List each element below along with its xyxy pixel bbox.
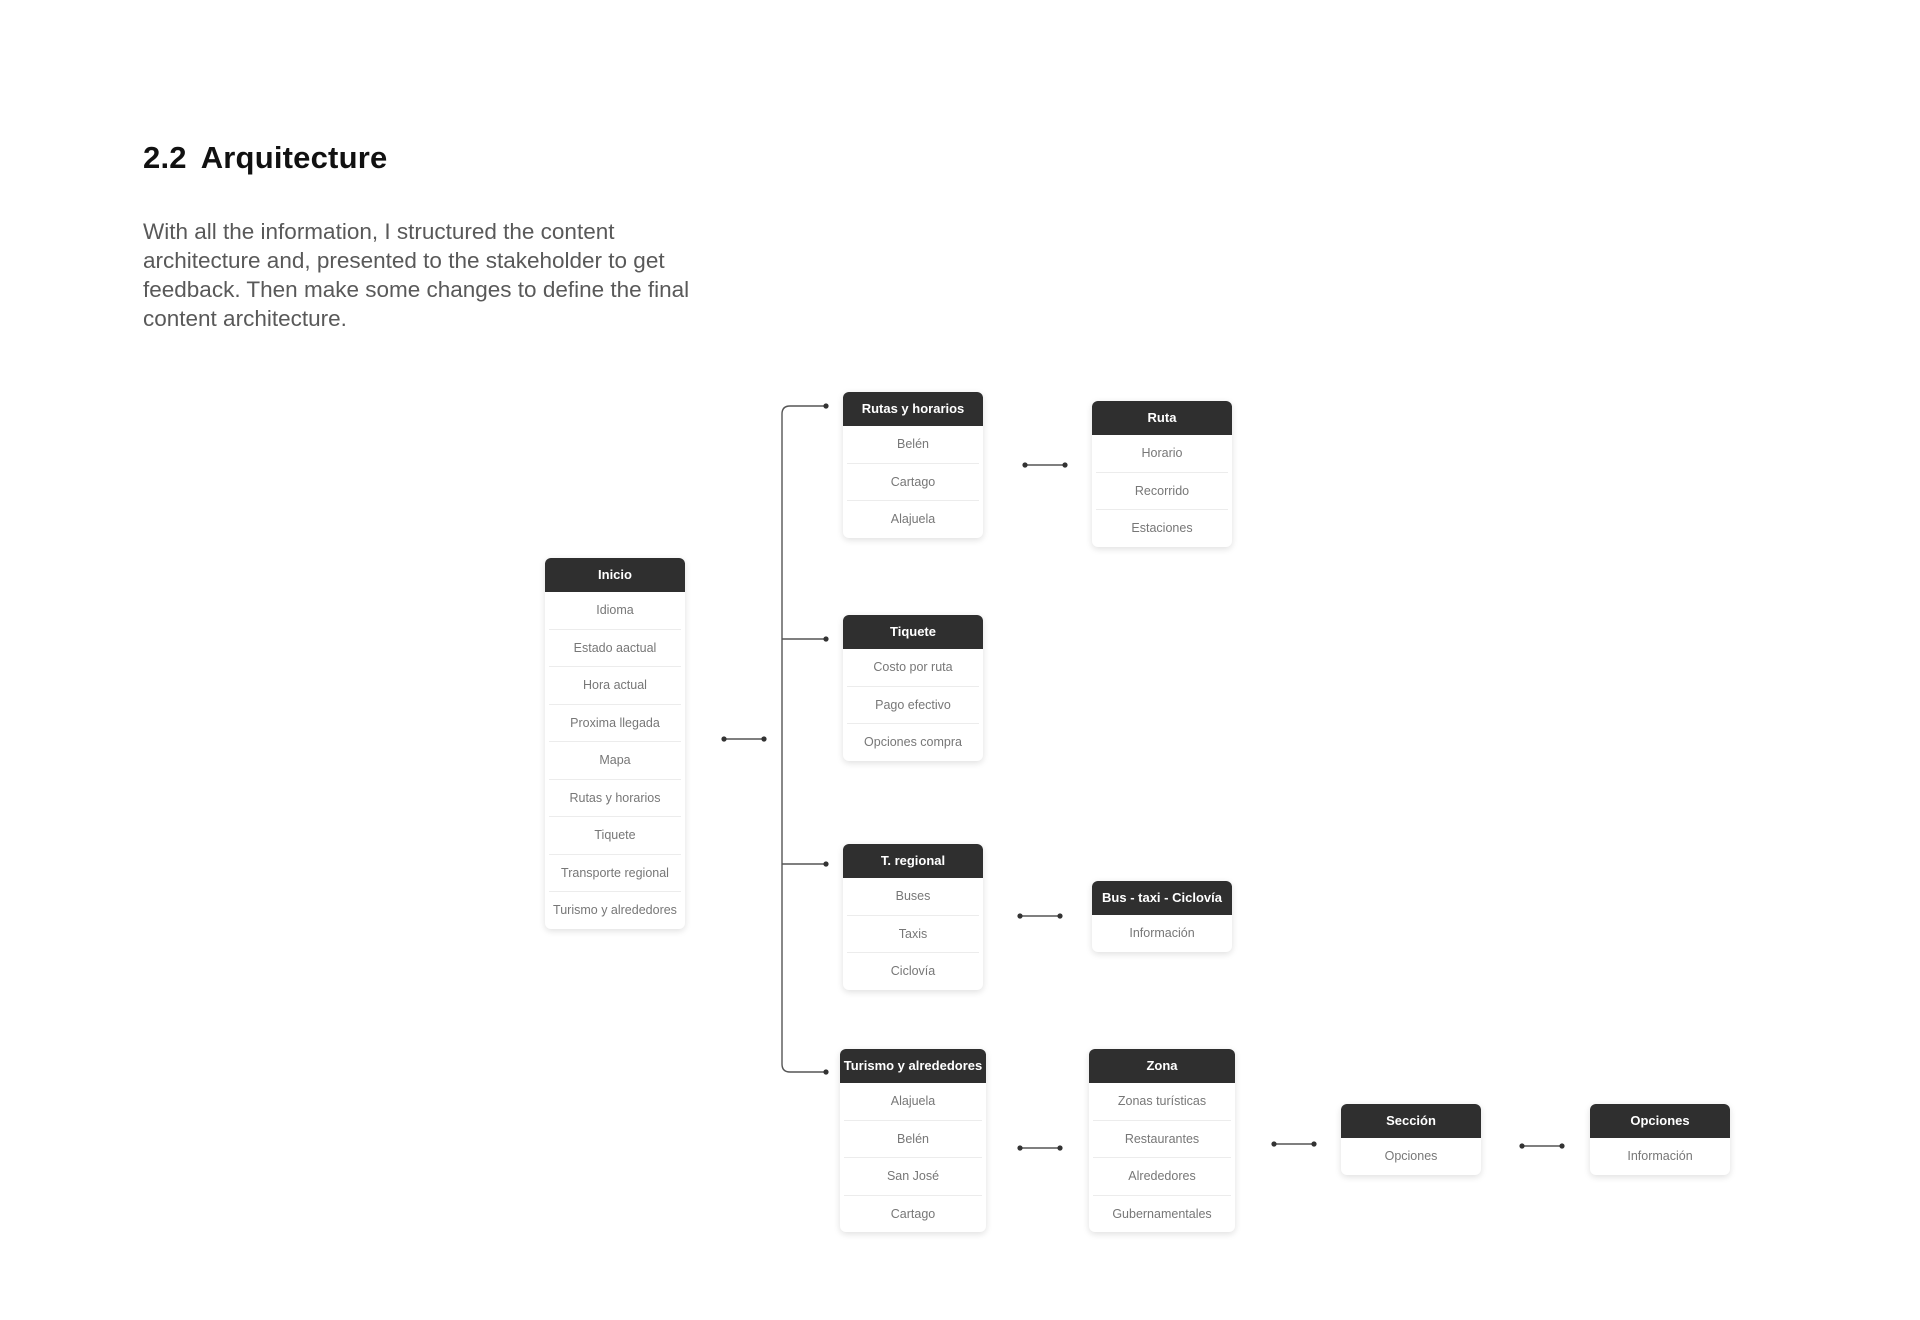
card-bus-taxi-ciclovia [1092, 881, 1232, 952]
card-item: Gubernamentales [1112, 1206, 1212, 1221]
card-title: Rutas y horarios [843, 392, 983, 426]
card-t-regional [843, 844, 983, 990]
card-item: Transporte regional [549, 855, 681, 893]
card-item: Turismo y alrededores [553, 903, 677, 917]
connector-dot [1057, 913, 1062, 918]
card-inicio [545, 558, 685, 929]
card-title: Zona [1089, 1049, 1235, 1083]
card-items [545, 592, 685, 929]
card-items [1092, 915, 1232, 952]
connector-dot [823, 403, 828, 408]
card-title: Opciones [1590, 1104, 1730, 1138]
card-items [843, 426, 983, 538]
card-item: Estaciones [1131, 521, 1193, 535]
connector-dot [1062, 462, 1067, 467]
card-seccion [1341, 1104, 1481, 1175]
card-item: Belén [844, 1121, 982, 1159]
card-item: Información [1627, 1149, 1693, 1163]
card-title: Inicio [545, 558, 685, 592]
card-item: Recorrido [1096, 473, 1228, 511]
connector-dot [1271, 1141, 1276, 1146]
card-item: Estado aactual [549, 630, 681, 668]
card-item: Idioma [549, 592, 681, 630]
card-item: Alajuela [844, 1083, 982, 1121]
card-items [1092, 435, 1232, 547]
card-item: Opciones compra [864, 735, 962, 749]
card-title: Bus - taxi - Ciclovía [1092, 881, 1232, 915]
card-items [843, 878, 983, 990]
card-title: T. regional [843, 844, 983, 878]
card-item: Alrededores [1093, 1158, 1231, 1196]
card-items [1341, 1138, 1481, 1175]
card-title: Ruta [1092, 401, 1232, 435]
card-item: Zonas turísticas [1093, 1083, 1231, 1121]
card-opciones [1590, 1104, 1730, 1175]
card-item: Información [1129, 926, 1195, 940]
connector-dot [823, 636, 828, 641]
card-item: Costo por ruta [847, 649, 979, 687]
card-item: Hora actual [549, 667, 681, 705]
card-item: Rutas y horarios [549, 780, 681, 818]
card-items [1089, 1083, 1235, 1232]
card-item: Proxima llegada [549, 705, 681, 743]
card-items [1590, 1138, 1730, 1175]
card-title: Tiquete [843, 615, 983, 649]
card-items [843, 649, 983, 761]
card-zona [1089, 1049, 1235, 1232]
card-tiquete [843, 615, 983, 761]
card-item: Taxis [847, 916, 979, 954]
card-item: Tiquete [549, 817, 681, 855]
card-item: Cartago [847, 464, 979, 502]
card-item: Buses [847, 878, 979, 916]
card-title: Sección [1341, 1104, 1481, 1138]
section-number: 2.2 [143, 140, 187, 175]
card-turismo-y-alrededores [840, 1049, 986, 1232]
connector-dot [1022, 462, 1027, 467]
branch-trunk [782, 406, 826, 1072]
card-item: Alajuela [890, 512, 936, 526]
card-item: Opciones [1384, 1149, 1438, 1163]
connector-dot [1311, 1141, 1316, 1146]
connector-dot [823, 1069, 828, 1074]
intro-paragraph: With all the information, I structured the content architecture and, presented to the stakeholder to get feedback. Then make some changes to define the final content architecture. [143, 219, 690, 331]
card-title: Turismo y alrededores [840, 1049, 986, 1083]
card-ruta [1092, 401, 1232, 547]
card-item: Restaurantes [1093, 1121, 1231, 1159]
card-item: Belén [847, 426, 979, 464]
card-item: San José [844, 1158, 982, 1196]
connector-dot [761, 736, 766, 741]
connector-dot [1559, 1143, 1564, 1148]
connector-dot [721, 736, 726, 741]
connector-dot [1057, 1145, 1062, 1150]
card-item: Pago efectivo [847, 687, 979, 725]
card-item: Horario [1096, 435, 1228, 473]
connector-dot [1017, 1145, 1022, 1150]
card-item: Ciclovía [890, 964, 936, 978]
section-title: Arquitecture [200, 140, 388, 175]
card-item: Cartago [890, 1206, 936, 1221]
connector-dot [1017, 913, 1022, 918]
connector-dot [823, 861, 828, 866]
card-rutas-y-horarios [843, 392, 983, 538]
connector-dot [1519, 1143, 1524, 1148]
card-items [840, 1083, 986, 1232]
card-item: Mapa [549, 742, 681, 780]
